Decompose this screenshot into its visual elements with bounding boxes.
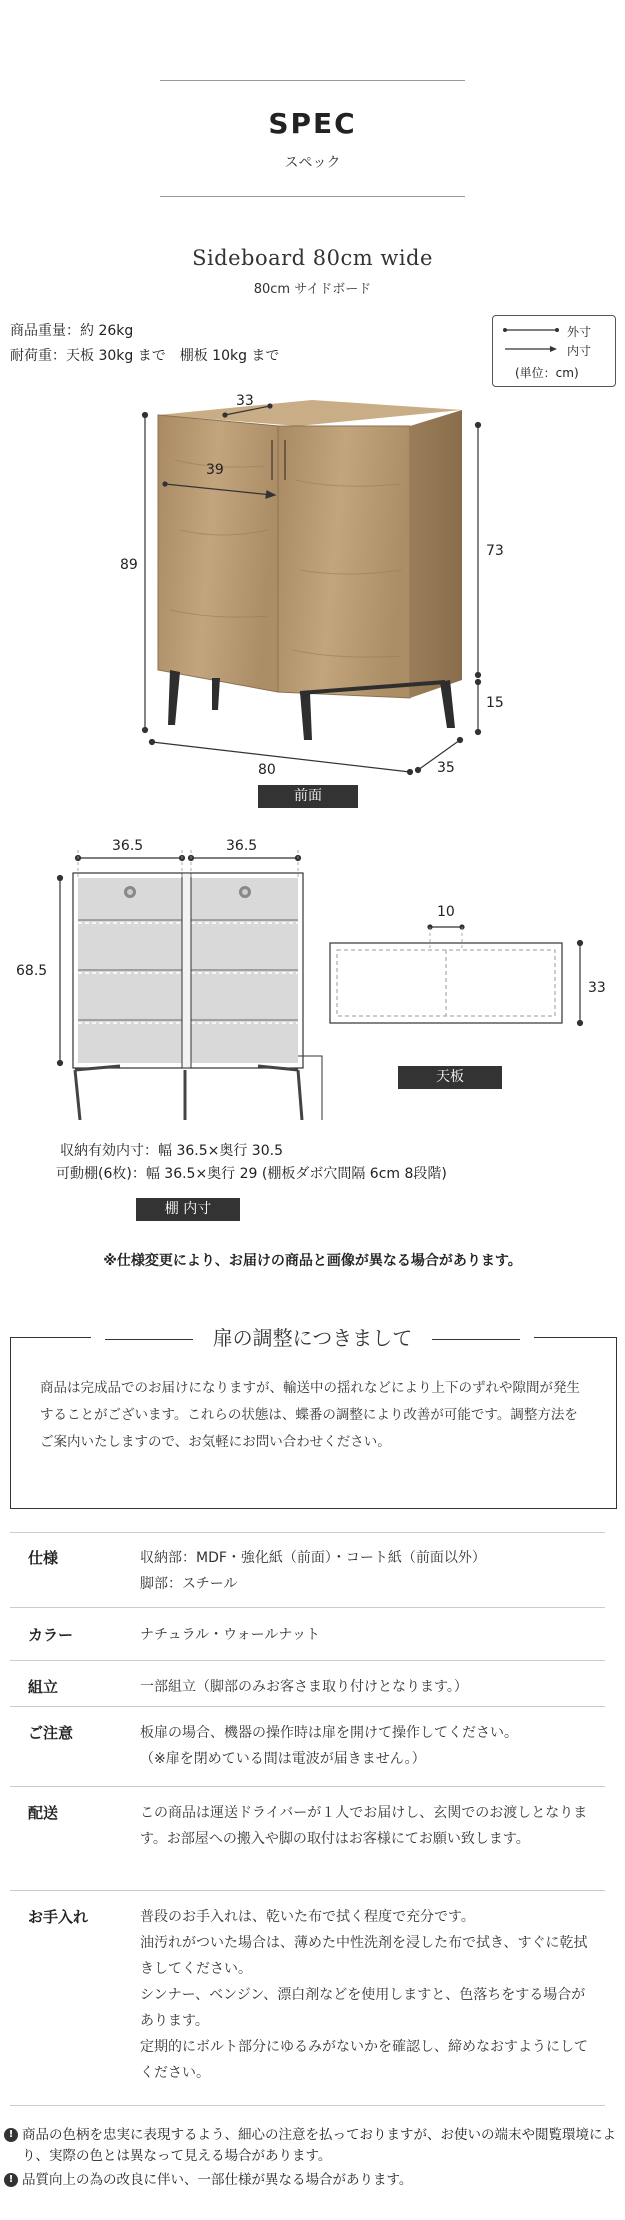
top-dim-10: 10 (437, 904, 455, 920)
page-title: SPEC (268, 107, 357, 140)
model-title: Sideboard 80cm wide (192, 246, 433, 270)
shelf-width-right: 36.5 (226, 838, 258, 854)
dim-73: 73 (486, 543, 504, 559)
table-divider (10, 1786, 605, 1787)
header-bottom-rule (160, 196, 465, 197)
dim-15: 15 (486, 695, 504, 711)
spec-row-line: 油汚れがついた場合は、薄めた中性洗剤を浸した布で拭き、すぐに乾拭きしてください。 (140, 1935, 588, 1977)
door-adjust-title: 扉の調整につきまして (0, 1322, 625, 1351)
spec-row-value (140, 1720, 595, 1772)
table-divider (10, 2105, 605, 2106)
spec-row-line: 収納部：MDF・強化紙（前面）・コート紙（前面以外） (140, 1550, 486, 1566)
table-divider (10, 1890, 605, 1891)
legend-unit: (単位：cm) (515, 366, 579, 380)
spec-row-line: ナチュラル・ウォールナット (140, 1627, 321, 1643)
shelf-height: 68.5 (16, 963, 48, 979)
legend-arrows-icon (501, 322, 561, 362)
legend-box (492, 315, 616, 387)
spec-row-value (140, 1622, 595, 1648)
spec-row-label: お手入れ (28, 1908, 89, 1926)
weight-line: 商品重量：約 26kg (10, 323, 134, 339)
spec-row-line: 定期的にボルト部分にゆるみがないかを確認し、締めなおすようにしてください。 (140, 2039, 588, 2081)
dim-35: 35 (437, 760, 455, 776)
movable-shelf-dims: 可動棚(6枚)：幅 36.5×奥行 29 (棚板ダボ穴間隔 6cm 8段階) (56, 1166, 447, 1182)
dim-80: 80 (258, 762, 276, 778)
table-divider (10, 1532, 605, 1533)
shelf-inner-label: 棚 内寸 (136, 1198, 240, 1221)
spec-row-label: カラー (28, 1626, 74, 1644)
top-dim-33: 33 (588, 980, 606, 996)
storage-inner-dims: 収納有効内寸：幅 36.5×奥行 30.5 (60, 1143, 283, 1159)
load-line: 耐荷重：天板 30kg まで 棚板 10kg まで (10, 348, 280, 364)
spec-row-line: この商品は運送ドライバーが１人でお届けし、玄関でのお渡しとなります。お部屋への搬入や脚の取付はお客様にてお願い致します。 (140, 1805, 588, 1847)
spec-row-value (140, 1904, 595, 2086)
spec-row-label: ご注意 (28, 1724, 74, 1742)
top-board-label: 天板 (398, 1066, 502, 1089)
shelf-inner-illustration (0, 830, 625, 1120)
footnote: 商品の色柄を忠実に表現するよう、細心の注意を払っておりますが、お使いの端末や閲覧環境により、実際の色とは異なって見える場合があります。 (22, 2127, 616, 2164)
spec-row-line: 一部組立（脚部のみお客さま取り付けとなります。） (140, 1679, 468, 1695)
door-adjust-text: 商品は完成品でのお届けになりますが、輸送中の揺れなどにより上下のずれや隙間が発生することがございます。これらの状態は、蝶番の調整により改善が可能です。調整方法をご案内いたしますので、お気軽にお問い合わせください。 (40, 1380, 580, 1450)
footnote: 品質向上の為の改良に伴い、一部仕様が異なる場合があります。 (22, 2172, 413, 2188)
spec-row-value (140, 1674, 595, 1700)
table-divider (10, 1660, 605, 1661)
spec-row-line: 普段のお手入れは、乾いた布で拭く程度で充分です。 (140, 1909, 475, 1925)
dim-33-top: 33 (236, 393, 254, 409)
spec-row-label: 配送 (28, 1804, 59, 1822)
front-label: 前面 (258, 785, 358, 808)
spec-row-label: 組立 (28, 1678, 59, 1696)
legend-inner: 内寸 (567, 344, 592, 358)
spec-row-value (140, 1800, 595, 1852)
page-subtitle: スペック (284, 155, 341, 171)
table-divider (10, 1706, 605, 1707)
spec-row-line: 脚部：スチール (140, 1576, 238, 1592)
shelf-width-left: 36.5 (112, 838, 144, 854)
spec-row-line: シンナー、ベンジン、漂白剤などを使用しますと、色落ちをする場合があります。 (140, 1987, 586, 2029)
dim-39: 39 (206, 462, 224, 478)
warning-icon: ! (4, 2128, 18, 2142)
spec-row-line: 板扉の場合、機器の操作時は扉を開けて操作してください。 (140, 1725, 518, 1741)
table-divider (10, 1607, 605, 1608)
header-top-rule (160, 80, 465, 81)
warning-icon: ! (4, 2173, 18, 2187)
spec-row-value (140, 1545, 595, 1597)
spec-row-line: （※扉を閉めている間は電波が届きません。） (140, 1751, 426, 1767)
sideboard-front-illustration (0, 380, 625, 800)
model-subtitle: 80cm サイドボード (253, 282, 372, 297)
spec-change-notice: ※仕様変更により、お届けの商品と画像が異なる場合があります。 (103, 1253, 522, 1269)
dim-89: 89 (120, 557, 138, 573)
legend-outer: 外寸 (567, 325, 592, 339)
spec-row-label: 仕様 (28, 1549, 59, 1567)
